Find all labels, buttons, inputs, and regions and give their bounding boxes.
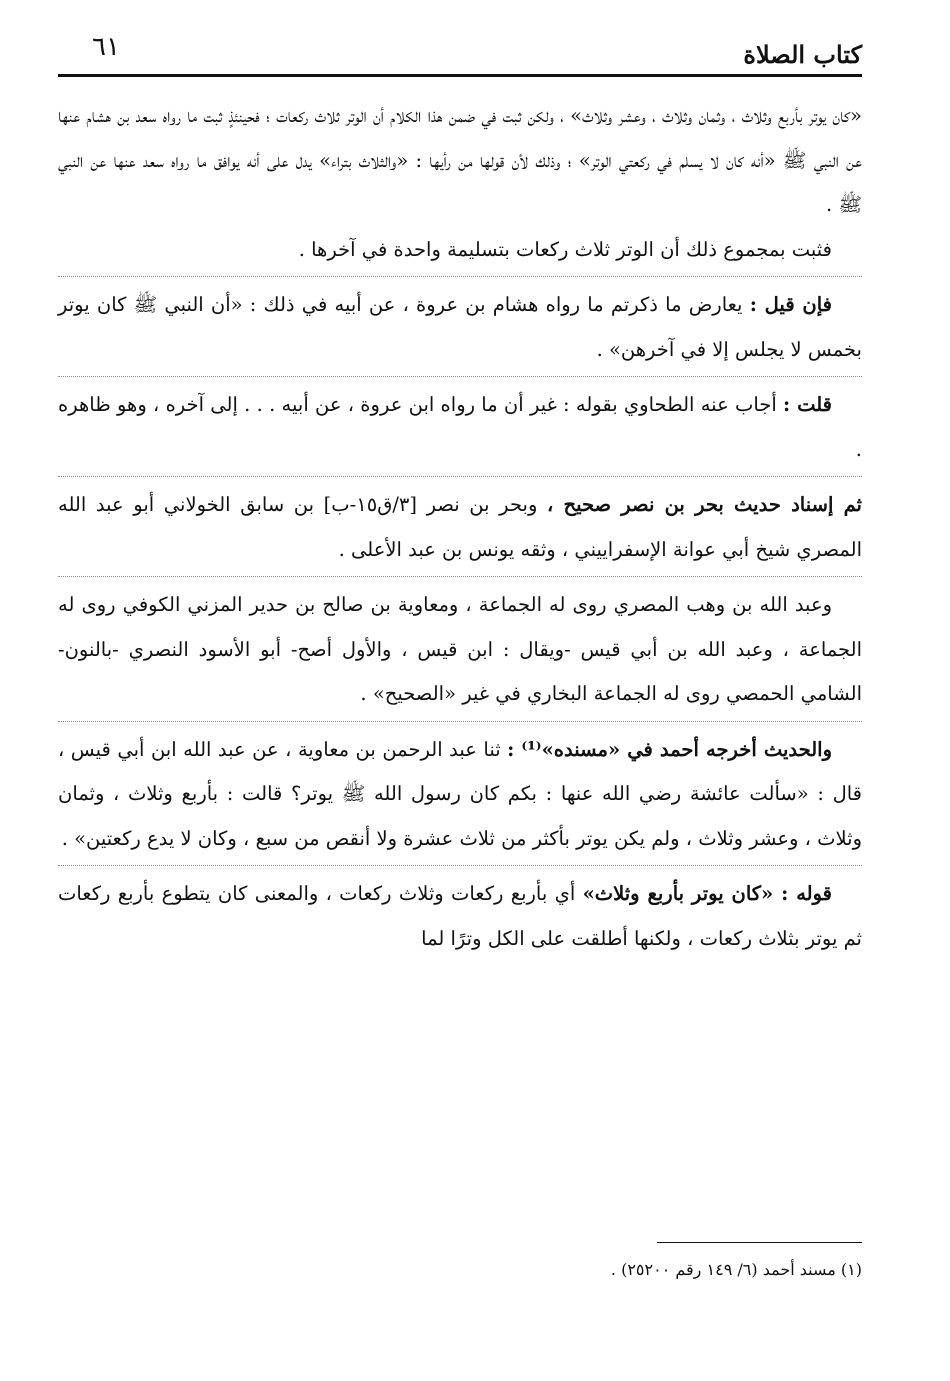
paragraph-lead: فإن قيل : [749,293,832,316]
paragraph-lead: ثم إسناد حديث بحر بن نصر صحيح ، [546,493,862,516]
paragraph-2 [58,228,862,273]
paragraph-6 [58,576,862,717]
paragraph-text: وعبد الله بن وهب المصري روى له الجماعة ، ومعاوية بن صالح بن حدير المزني الكوفي روى له الجماعة ، وعبد الله بن أبي قيس -ويقال : ابن قيس ، والأول أصح- أبو الأسود النصري -بالنون- الشامي الحمصي روى له الجماعة البخاري في غير «الصحيح» . [58,593,862,705]
paragraph-1 [58,94,862,228]
paragraph-lead: قوله : «كان يوتر بأربع وثلاث» [582,882,832,905]
paragraph-text: فثبت بمجموع ذلك أن الوتر ثلاث ركعات بتسليمة واحدة في آخرها . [298,237,832,261]
paragraph-lead: والحديث أخرجه أحمد في «مسنده»⁽¹⁾ : [507,737,832,761]
chapter-title: كتاب الصلاة [743,40,862,69]
page-number: ٦١ [92,32,120,62]
paragraph-3 [58,276,862,372]
main-text [58,94,862,961]
paragraph-7 [58,721,862,862]
paragraph-text: أي بأربع ركعات وثلاث ركعات ، والمعنى كان يتطوع بأربع ركعات ثم يوتر بثلاث ركعات ، ولكنها أطلقت على الكل وترًا لما [58,882,862,950]
page-header [58,26,862,74]
paragraph-4 [58,376,862,472]
paragraph-8 [58,865,862,961]
paragraph-5 [58,476,862,572]
paragraph-text: وبحر بن نصر [٣/ق١٥-ب] بن سابق الخولاني أبو عبد الله المصري شيخ أبي عوانة الإسفراييني ، وثقه يونس بن عبد الأعلى . [58,493,862,561]
footnote: (١) مسند أحمد (٦/ ١٤٩ رقم ٢٥٢٠٠) . [610,1260,862,1279]
book-page [58,0,862,1381]
paragraph-text: أجاب عنه الطحاوي بقوله : غير أن ما رواه ابن عروة ، عن أبيه . . . إلى آخره ، وهو ظاهره . [58,393,862,461]
paragraph-lead: قلت : [783,393,832,416]
paragraph-text: «كان يوتر بأربع وثلاث ، وثمان وثلاث ، وعشر وثلاث» ، ولكن ثبت في ضمن هذا الكلام أن الوتر ثلاث ركعات ؛ فحينئذٍ ثبت ما رواه سعد بن هشام عنها عن النبي ﷺ «أنه كان لا يسلم في ركعتي الوتر» ؛ وذلك لأن قولها من رأيها : «والثلاث بتراء» يدل على أنه يوافق ما رواه سعد عنها عن النبي ﷺ . [58,104,862,216]
paragraph-text: يعارض ما ذكرتم ما رواه هشام بن عروة ، عن أبيه في ذلك : «أن النبي ﷺ كان يوتر بخمس لا يجلس إلا في آخرهن» . [58,293,862,361]
footnote-rule [657,1242,862,1243]
header-rule [58,74,862,77]
paragraph-text: ثنا عبد الرحمن بن معاوية ، عن عبد الله ابن أبي قيس ، قال : «سألت عائشة رضي الله عنها : بكم كان رسول الله ﷺ يوتر؟ قالت : بأربع وثلاث ، وثمان وثلاث ، وعشر وثلاث ، ولم يكن يوتر بأكثر من ثلاث عشرة ولا أنقص من سبع ، وكان لا يدع ركعتين» . [58,737,862,850]
